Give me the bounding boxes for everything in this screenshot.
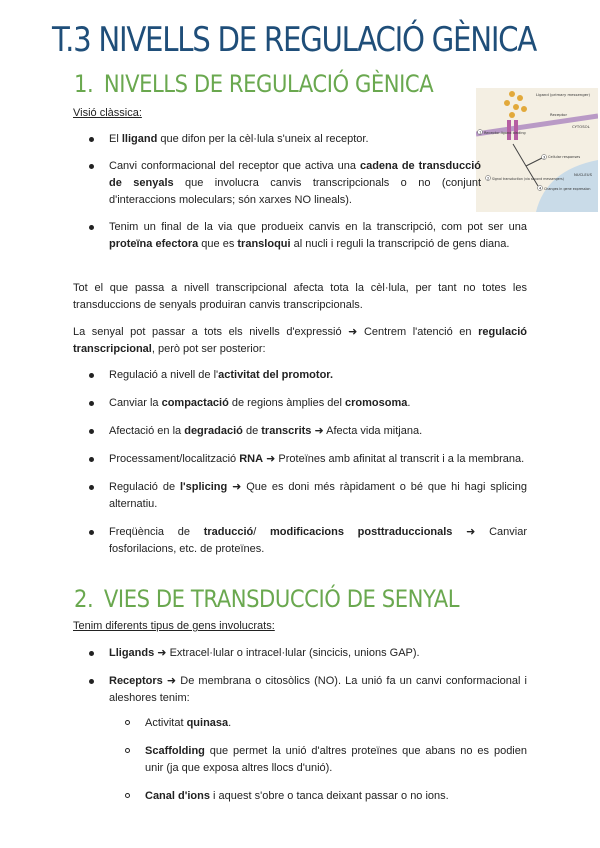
list-item <box>73 451 527 468</box>
bold-run: l'splicing <box>179 481 228 493</box>
text-run: / <box>253 526 270 538</box>
text-run: que difon per la cèl·lula s'uneix al receptor. <box>157 133 369 145</box>
bold-run: cadena de transducció de senyals <box>109 160 481 189</box>
list-item <box>73 479 527 513</box>
text-run: de regions àmplies del <box>228 397 346 409</box>
receptor-subitems-list <box>109 715 527 805</box>
text-run: . <box>228 717 232 729</box>
bullet-icon <box>89 137 94 142</box>
ligand-dot <box>517 95 523 101</box>
bullet-icon <box>89 401 94 406</box>
ligand-dot <box>513 104 519 110</box>
text-run: Regulació de <box>109 481 180 493</box>
figure-label-step2: Signal transduction (via second messengers) <box>492 177 564 181</box>
section2-heading <box>74 585 459 613</box>
text-run: La senyal pot passar a tots els nivells d'expressió ➜ Centrem l'atenció en <box>73 326 479 338</box>
bold-run: Canal d'ions <box>145 790 210 802</box>
bullet-icon <box>89 373 94 378</box>
bullet-icon <box>89 429 94 434</box>
figure-label-step3: Cellular responses <box>548 155 581 159</box>
text-run: que permet la unió d'altres proteïnes que abans no es podien unir (ja que exposa altres llocs d'unió). <box>145 745 527 774</box>
list-item <box>73 131 481 148</box>
hollow-bullet-icon <box>125 793 130 798</box>
text-run: ➜ Proteïnes amb afinitat al transcrit i a la membrana. <box>263 453 525 465</box>
bold-run: RNA <box>239 453 264 465</box>
ligand-dot <box>521 106 527 112</box>
bold-run: quinasa <box>186 717 229 729</box>
text-run: que involucra canvis transcripcionals o no (conjunt d'interaccions moleculars; són xarxes NO lineals). <box>109 177 481 206</box>
bold-run: proteïna efectora <box>109 238 199 250</box>
text-run: ➜ Extracel·lular o intracel·lular (sincicis, unions GAP). <box>154 647 420 659</box>
text-run: al nucli i reguli la transcripció de gens diana. <box>290 238 510 250</box>
figure-label-nucleus: NUCLEUS <box>574 172 592 177</box>
text-run: Freqüència de <box>109 526 204 538</box>
list-item <box>73 158 481 209</box>
section2-number: 2. <box>74 585 94 613</box>
list-item <box>73 524 527 558</box>
bullet-icon <box>89 651 94 656</box>
figure-label-cytosol: CYTOSOL <box>572 124 590 129</box>
list-item <box>73 673 527 707</box>
section2-subheading: Tenim diferents tipus de gens involucrats: <box>73 620 275 632</box>
bold-run: regulació transcripcional <box>73 326 527 355</box>
list-item <box>109 743 527 777</box>
page-title: T.3 NIVELLS DE REGULACIÓ GÈNICA <box>52 20 536 60</box>
bold-run: transloqui <box>237 238 291 250</box>
text-run: ➜ Canviar fosforilacions, etc. de proteïnes. <box>109 526 527 555</box>
text-run: ➜ De membrana o citosòlics (NO). La unió fa un canvi conformacional i aleshores tenim: <box>109 675 527 704</box>
regulation-levels-list <box>73 367 527 558</box>
hollow-bullet-icon <box>125 720 130 725</box>
figure-label-step4: Changes in gene expression <box>544 187 591 191</box>
text-run: Processament/localització <box>109 453 240 465</box>
list-item <box>73 395 527 412</box>
list-item <box>73 645 527 662</box>
text-run: Regulació a nivell de l' <box>109 369 219 381</box>
figure-label-ligand: Ligand (primary messenger) <box>536 92 590 97</box>
bold-run: Scaffolding <box>145 745 205 757</box>
list-item <box>109 715 527 732</box>
bullet-icon <box>89 164 94 169</box>
text-run: de <box>242 425 262 437</box>
section1-heading <box>74 70 433 98</box>
text-run: Tenim un final de la via que produeix canvis en la transcripció, com pot ser una <box>109 221 527 233</box>
ligand-dot <box>504 100 510 106</box>
ligand-dot <box>509 91 515 97</box>
bullet-icon <box>89 679 94 684</box>
bold-run: Receptors <box>109 675 163 687</box>
bold-run: modificacions posttraduccionals <box>270 526 453 538</box>
paragraph-transcription: Tot el que passa a nivell transcripcional afecta tota la cèl·lula, per tant no totes les transduccions de senyals produiran canvis transcripcionals. <box>73 282 527 311</box>
list-item <box>109 788 527 805</box>
figure-label-receptor: Receptor <box>550 112 568 117</box>
figure-step-number: 2 <box>487 176 490 181</box>
bullet-icon <box>89 225 94 230</box>
text-run: , però pot ser posterior: <box>151 343 266 355</box>
figure-step-number: 3 <box>543 155 546 160</box>
bold-run: degradació <box>184 425 243 437</box>
section2-heading-text: VIES DE TRANSDUCCIÓ DE SENYAL <box>103 585 460 613</box>
text-run: El <box>109 133 122 145</box>
text-run: que es <box>198 238 238 250</box>
section1-number: 1. <box>74 70 94 98</box>
bold-run: traducció <box>203 526 254 538</box>
text-run: . <box>407 397 411 409</box>
bold-run: compactació <box>161 397 229 409</box>
section1-bullet-list <box>73 131 527 253</box>
bold-run: transcrits <box>261 425 312 437</box>
figure-step-number: 1 <box>479 130 482 135</box>
ligand-dot <box>509 112 515 118</box>
text-run: Canvi conformacional del receptor que activa una <box>109 160 360 172</box>
bold-run: cromosoma <box>345 397 408 409</box>
bullet-icon <box>89 485 94 490</box>
list-item <box>73 423 527 440</box>
text-run: ➜ Afecta vida mitjana. <box>311 425 423 437</box>
list-item <box>73 219 527 253</box>
bold-run: lligand <box>121 133 158 145</box>
figure-label-step1: Receptor-ligand binding <box>484 131 526 135</box>
section1-heading-text: NIVELLS DE REGULACIÓ GÈNICA <box>103 70 434 98</box>
hollow-bullet-icon <box>125 748 130 753</box>
text-run: Canviar la <box>109 397 162 409</box>
bullet-icon <box>89 530 94 535</box>
section1-subheading: Visió clàssica: <box>73 107 142 119</box>
bullet-icon <box>89 457 94 462</box>
figure-step-number: 4 <box>539 186 542 191</box>
text-run: i aquest s'obre o tanca deixant passar o no ions. <box>209 790 449 802</box>
text-run: Afectació en la <box>109 425 185 437</box>
section2-bullet-list <box>73 645 527 707</box>
bold-run: Lligands <box>109 647 155 659</box>
list-item <box>73 367 527 384</box>
text-run: ➜ Que es doni més ràpidament o bé que hi hagi splicing alternatiu. <box>109 481 527 510</box>
bold-run: activitat del promotor. <box>218 369 334 381</box>
paragraph-expression-levels <box>73 324 527 358</box>
text-run: Activitat <box>145 717 187 729</box>
